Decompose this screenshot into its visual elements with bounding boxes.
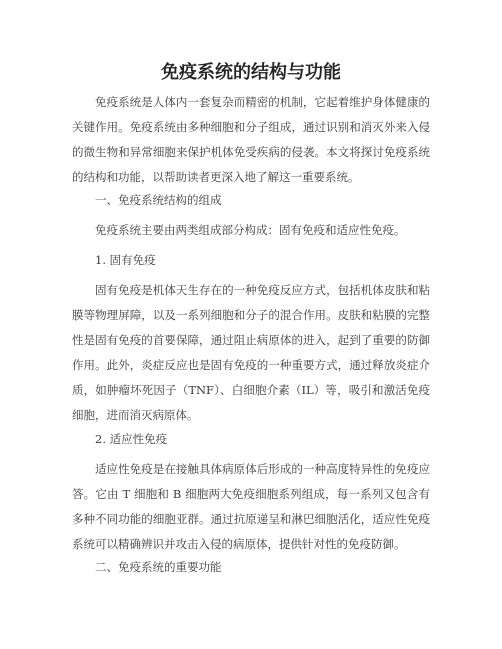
subsection-heading-adaptive-immunity: 2. 适应性免疫 <box>95 432 168 446</box>
adaptive-immunity-paragraph: 适应性免疫是在接触具体病原体后形成的一种高度特异性的免疫应答。它由 T 细胞和 B 细胞两大免疫细胞系列组成，每一系列又包含有多种不同功能的细胞亚群。通过抗原递呈和淋巴细胞活化，适应性免疫系统可以精确辨识并攻击入侵的病原体，提供针对性的免疫防御。 <box>72 462 430 551</box>
section-structure-paragraph: 免疫系统主要由两类组成部分构成：固有免疫和适应性免疫。 <box>95 223 406 237</box>
document-title: 免疫系统的结构与功能 <box>161 62 341 83</box>
section-heading-functions: 二、免疫系统的重要功能 <box>95 560 222 574</box>
innate-immunity-paragraph: 固有免疫是机体天生存在的一种免疫反应方式，包括机体皮肤和粘膜等物理屏障，以及一系列细胞和分子的混合作用。皮肤和粘膜的完整性是固有免疫的首要保障，通过阻止病原体的进入，起到了重要的防御作用。此外，炎症反应也是固有免疫的一种重要方式，通过释放炎症介质，如肿瘤坏死因子（TNF）、白细胞介素（IL）等，吸引和激活免疫细胞，进而消灭病原体。 <box>72 283 430 422</box>
subsection-heading-innate-immunity: 1. 固有免疫 <box>95 253 156 267</box>
intro-paragraph: 免疫系统是人体内一套复杂而精密的机制，它起着维护身体健康的关键作用。免疫系统由多种细胞和分子组成，通过识别和消灭外来入侵的微生物和异常细胞来保护机体免受疾病的侵袭。本文将探讨免疫系统的结构和功能，以帮助读者更深入地了解这一重要系统。 <box>72 95 430 184</box>
section-heading-structure: 一、免疫系统结构的组成 <box>95 193 222 207</box>
